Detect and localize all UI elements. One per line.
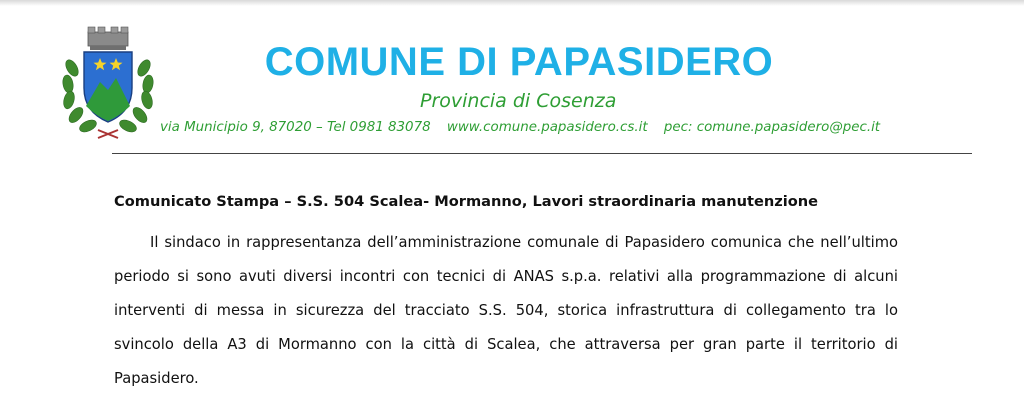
- province: Provincia di Cosenza: [420, 90, 617, 112]
- org-name: COMUNE DI PAPASIDERO: [264, 40, 774, 84]
- contact-line: [160, 120, 920, 135]
- pec-email[interactable]: pec: comune.papasidero@pec.it: [663, 120, 881, 135]
- body-paragraph: Il sindaco in rappresentanza dell’amministrazione comunale di Papasidero comunica che nell’ultimo periodo si sono avuti diversi incontri con tecnici di ANAS s.p.a. relativi alla programmazione di alcuni interventi di messa in sicurezza del tracciato S.S. 504, storica infrastruttura di collegamento tra lo svincolo della A3 di Mormanno con la città di Scalea, che attraversa per gran parte il territorio di Papasidero.: [114, 234, 898, 387]
- document-subject: Comunicato Stampa – S.S. 504 Scalea- Mormanno, Lavori straordinaria manutenzione: [114, 193, 819, 210]
- website-link[interactable]: www.comune.papasidero.cs.it: [446, 120, 648, 135]
- page-top-shadow: [0, 0, 1024, 6]
- header-divider: [112, 153, 972, 154]
- address: via Municipio 9, 87020 – Tel 0981 83078: [160, 120, 431, 135]
